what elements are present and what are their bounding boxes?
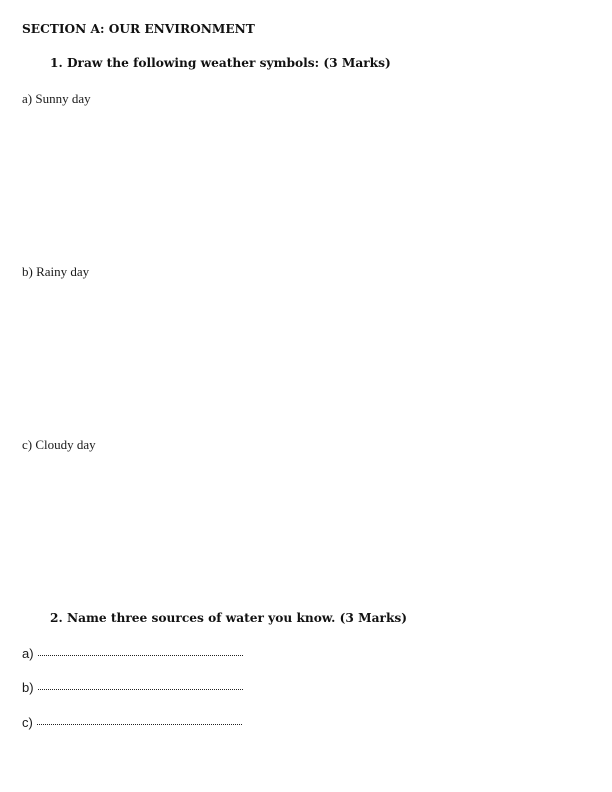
item-sunny-day: a) Sunny day	[22, 91, 91, 106]
answer-prefix: b)	[22, 680, 34, 695]
answer-blank-a[interactable]	[38, 654, 243, 656]
answer-blank-b[interactable]	[38, 688, 243, 690]
drawing-area-rainy-day[interactable]	[22, 285, 582, 425]
drawing-area-cloudy-day[interactable]	[22, 458, 582, 598]
answer-prefix: c)	[22, 715, 33, 730]
question-1-prompt: 1. Draw the following weather symbols: (3 Marks)	[50, 56, 391, 70]
answer-line-a	[22, 646, 243, 661]
answer-prefix: a)	[22, 646, 34, 661]
question-2-prompt: 2. Name three sources of water you know. (3 Marks)	[50, 611, 408, 625]
answer-blank-c[interactable]	[37, 723, 242, 725]
answer-line-b	[22, 680, 243, 695]
section-title: SECTION A: OUR ENVIRONMENT	[22, 22, 255, 36]
item-rainy-day: b) Rainy day	[22, 264, 90, 279]
drawing-area-sunny-day[interactable]	[22, 112, 582, 252]
answer-line-c	[22, 715, 242, 730]
item-cloudy-day: c) Cloudy day	[22, 437, 96, 452]
